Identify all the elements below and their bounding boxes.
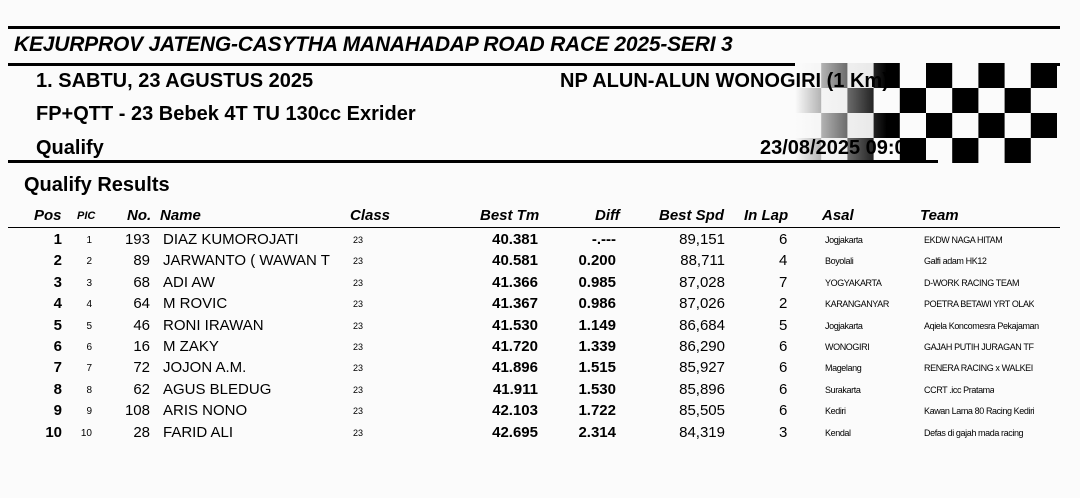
result-best-speed: 86,684 [679, 316, 725, 334]
result-best-speed: 84,319 [679, 423, 725, 441]
result-class: 23 [353, 384, 364, 395]
result-best-speed: 88,711 [680, 252, 725, 270]
result-name: JOJON A.M. [163, 359, 247, 377]
result-number: 46 [133, 316, 150, 334]
result-class: 23 [353, 277, 364, 288]
result-in-lap: 6 [779, 359, 788, 377]
result-name: ADI AW [163, 273, 215, 291]
result-pos: 3 [53, 273, 62, 291]
col-pic: PIC [77, 210, 96, 222]
result-best-time: 41.366 [492, 273, 538, 291]
result-best-speed: 85,896 [679, 380, 725, 398]
table-row [0, 293, 1080, 314]
result-in-lap: 7 [779, 273, 788, 291]
result-in-lap: 6 [779, 402, 788, 420]
result-class: 23 [353, 406, 364, 417]
col-class: Class [350, 207, 391, 224]
table-row [0, 357, 1080, 378]
table-row [0, 250, 1080, 271]
result-team: RENERA RACING x WALKEI [924, 363, 1033, 374]
result-best-time: 41.896 [492, 359, 538, 377]
col-name: Name [160, 207, 201, 224]
result-pos: 6 [53, 338, 62, 355]
col-best-spd: Best Spd [659, 207, 725, 224]
result-best-time: 41.530 [492, 316, 538, 334]
result-number: 16 [133, 338, 150, 355]
result-class: 23 [353, 320, 364, 331]
col-diff: Diff [595, 207, 620, 224]
result-number: 64 [133, 295, 150, 313]
result-pic: 5 [86, 320, 92, 332]
result-pic: 2 [86, 256, 92, 268]
result-class: 23 [353, 299, 364, 310]
result-pos: 5 [53, 316, 62, 334]
event-date: 1. SABTU, 23 AGUSTUS 2025 [36, 70, 314, 92]
result-asal: Kediri [825, 406, 846, 417]
table-row [0, 315, 1080, 336]
result-team: Defas di gajah mada racing [924, 427, 1024, 438]
result-team: POETRA BETAWI YRT OLAK [924, 299, 1035, 310]
session-name: Qualify [36, 137, 104, 159]
result-class: 23 [353, 235, 364, 245]
result-pic: 1 [86, 235, 92, 246]
result-pos: 7 [53, 359, 62, 377]
result-class: 23 [353, 427, 364, 438]
result-number: 108 [124, 402, 150, 420]
result-best-speed: 89,151 [679, 231, 725, 248]
result-pos: 10 [45, 423, 62, 441]
result-in-lap: 4 [779, 252, 788, 270]
result-diff: 1.530 [578, 380, 616, 398]
result-diff: 1.722 [578, 402, 616, 420]
table-row [0, 400, 1080, 421]
result-in-lap: 3 [779, 423, 788, 441]
result-number: 89 [133, 252, 150, 270]
col-pos: Pos [34, 207, 62, 224]
result-name: AGUS BLEDUG [163, 380, 272, 398]
result-best-time: 40.381 [492, 231, 538, 248]
result-best-speed: 86,290 [679, 338, 725, 355]
result-class: 23 [353, 342, 364, 352]
result-in-lap: 5 [779, 316, 788, 334]
event-class: FP+QTT - 23 Bebek 4T TU 130cc Exrider [36, 103, 416, 125]
result-pic: 3 [86, 277, 92, 289]
result-asal: Surakarta [825, 384, 861, 395]
result-pos: 9 [53, 402, 62, 420]
col-best-tm: Best Tm [480, 207, 540, 224]
result-number: 193 [124, 231, 150, 248]
result-pos: 1 [53, 231, 62, 248]
result-team: Kawan Lama 80 Racing Kediri [924, 406, 1035, 417]
result-pos: 4 [53, 295, 62, 313]
result-diff: 0.200 [578, 252, 616, 270]
result-name: FARID ALI [163, 423, 234, 441]
result-asal: KARANGANYAR [825, 299, 889, 310]
table-row [0, 379, 1080, 400]
result-pic: 6 [86, 342, 92, 353]
result-pic: 10 [80, 427, 92, 439]
result-in-lap: 2 [779, 295, 788, 313]
result-name: RONI IRAWAN [163, 316, 264, 334]
result-diff: -.--- [591, 231, 616, 248]
result-best-speed: 85,927 [679, 359, 725, 377]
result-diff: 1.339 [578, 338, 616, 355]
result-pos: 8 [53, 380, 62, 398]
circuit-name: NP ALUN-ALUN WONOGIRI (1 Km) [560, 70, 889, 92]
table-row [0, 272, 1080, 293]
result-team: EKDW NAGA HITAM [924, 235, 1003, 245]
result-asal: Boyolali [825, 256, 854, 267]
result-in-lap: 6 [779, 380, 788, 398]
result-pic: 7 [86, 363, 92, 375]
result-pic: 4 [86, 299, 92, 311]
result-asal: YOGYAKARTA [825, 277, 882, 288]
result-class: 23 [353, 363, 364, 374]
result-diff: 2.314 [578, 423, 616, 441]
table-row [0, 422, 1080, 443]
session-datetime: 23/08/2025 09:00 [760, 137, 917, 159]
result-name: ARIS NONO [163, 402, 248, 420]
result-team: Galfi adam HK12 [924, 256, 987, 267]
result-asal: Magelang [825, 363, 862, 374]
result-asal: WONOGIRI [825, 342, 870, 352]
result-name: M ZAKY [163, 338, 219, 355]
header-bottom-rule [8, 160, 938, 163]
result-name: DIAZ KUMOROJATI [163, 231, 299, 248]
result-asal: Kendal [825, 427, 851, 438]
result-team: GAJAH PUTIH JURAGAN TF [924, 342, 1034, 352]
result-best-speed: 87,028 [679, 273, 725, 291]
column-header-rule [8, 227, 1060, 228]
result-best-speed: 85,505 [679, 402, 725, 420]
result-number: 62 [133, 380, 150, 398]
top-rule [8, 26, 1060, 29]
result-diff: 0.985 [578, 273, 616, 291]
result-diff: 1.515 [578, 359, 616, 377]
result-best-time: 42.103 [492, 402, 538, 420]
result-pic: 8 [86, 384, 92, 396]
result-team: Aqiela Koncomesra Pekajaman [924, 320, 1039, 331]
table-row [0, 229, 1080, 250]
result-best-time: 41.367 [492, 295, 538, 313]
result-best-time: 41.911 [492, 380, 538, 398]
result-pos: 2 [53, 252, 62, 270]
col-team: Team [920, 207, 959, 224]
col-asal: Asal [822, 207, 854, 224]
result-name: JARWANTO ( WAWAN T [163, 252, 330, 270]
col-in-lap: In Lap [744, 207, 789, 224]
result-number: 72 [133, 359, 150, 377]
result-number: 28 [133, 423, 150, 441]
result-number: 68 [133, 273, 150, 291]
result-class: 23 [353, 256, 364, 267]
result-asal: Jogjakarta [825, 235, 863, 245]
table-row [0, 336, 1080, 357]
result-in-lap: 6 [779, 231, 788, 248]
result-name: M ROVIC [163, 295, 228, 313]
result-diff: 0.986 [578, 295, 616, 313]
result-asal: Jogjakarta [825, 320, 863, 331]
result-team: CCRT .icc Pratama [924, 384, 995, 395]
result-best-time: 42.695 [492, 423, 538, 441]
result-team: D-WORK RACING TEAM [924, 277, 1020, 288]
result-diff: 1.149 [578, 316, 616, 334]
result-pic: 9 [86, 406, 92, 418]
result-best-time: 41.720 [492, 338, 538, 355]
result-in-lap: 6 [779, 338, 788, 355]
section-title: Qualify Results [24, 174, 170, 196]
col-no: No. [127, 207, 152, 224]
result-best-time: 40.581 [492, 252, 538, 270]
result-best-speed: 87,026 [679, 295, 725, 313]
event-title: KEJURPROV JATENG-CASYTHA MANAHADAP ROAD RACE 2025-SERI 3 [14, 33, 733, 56]
